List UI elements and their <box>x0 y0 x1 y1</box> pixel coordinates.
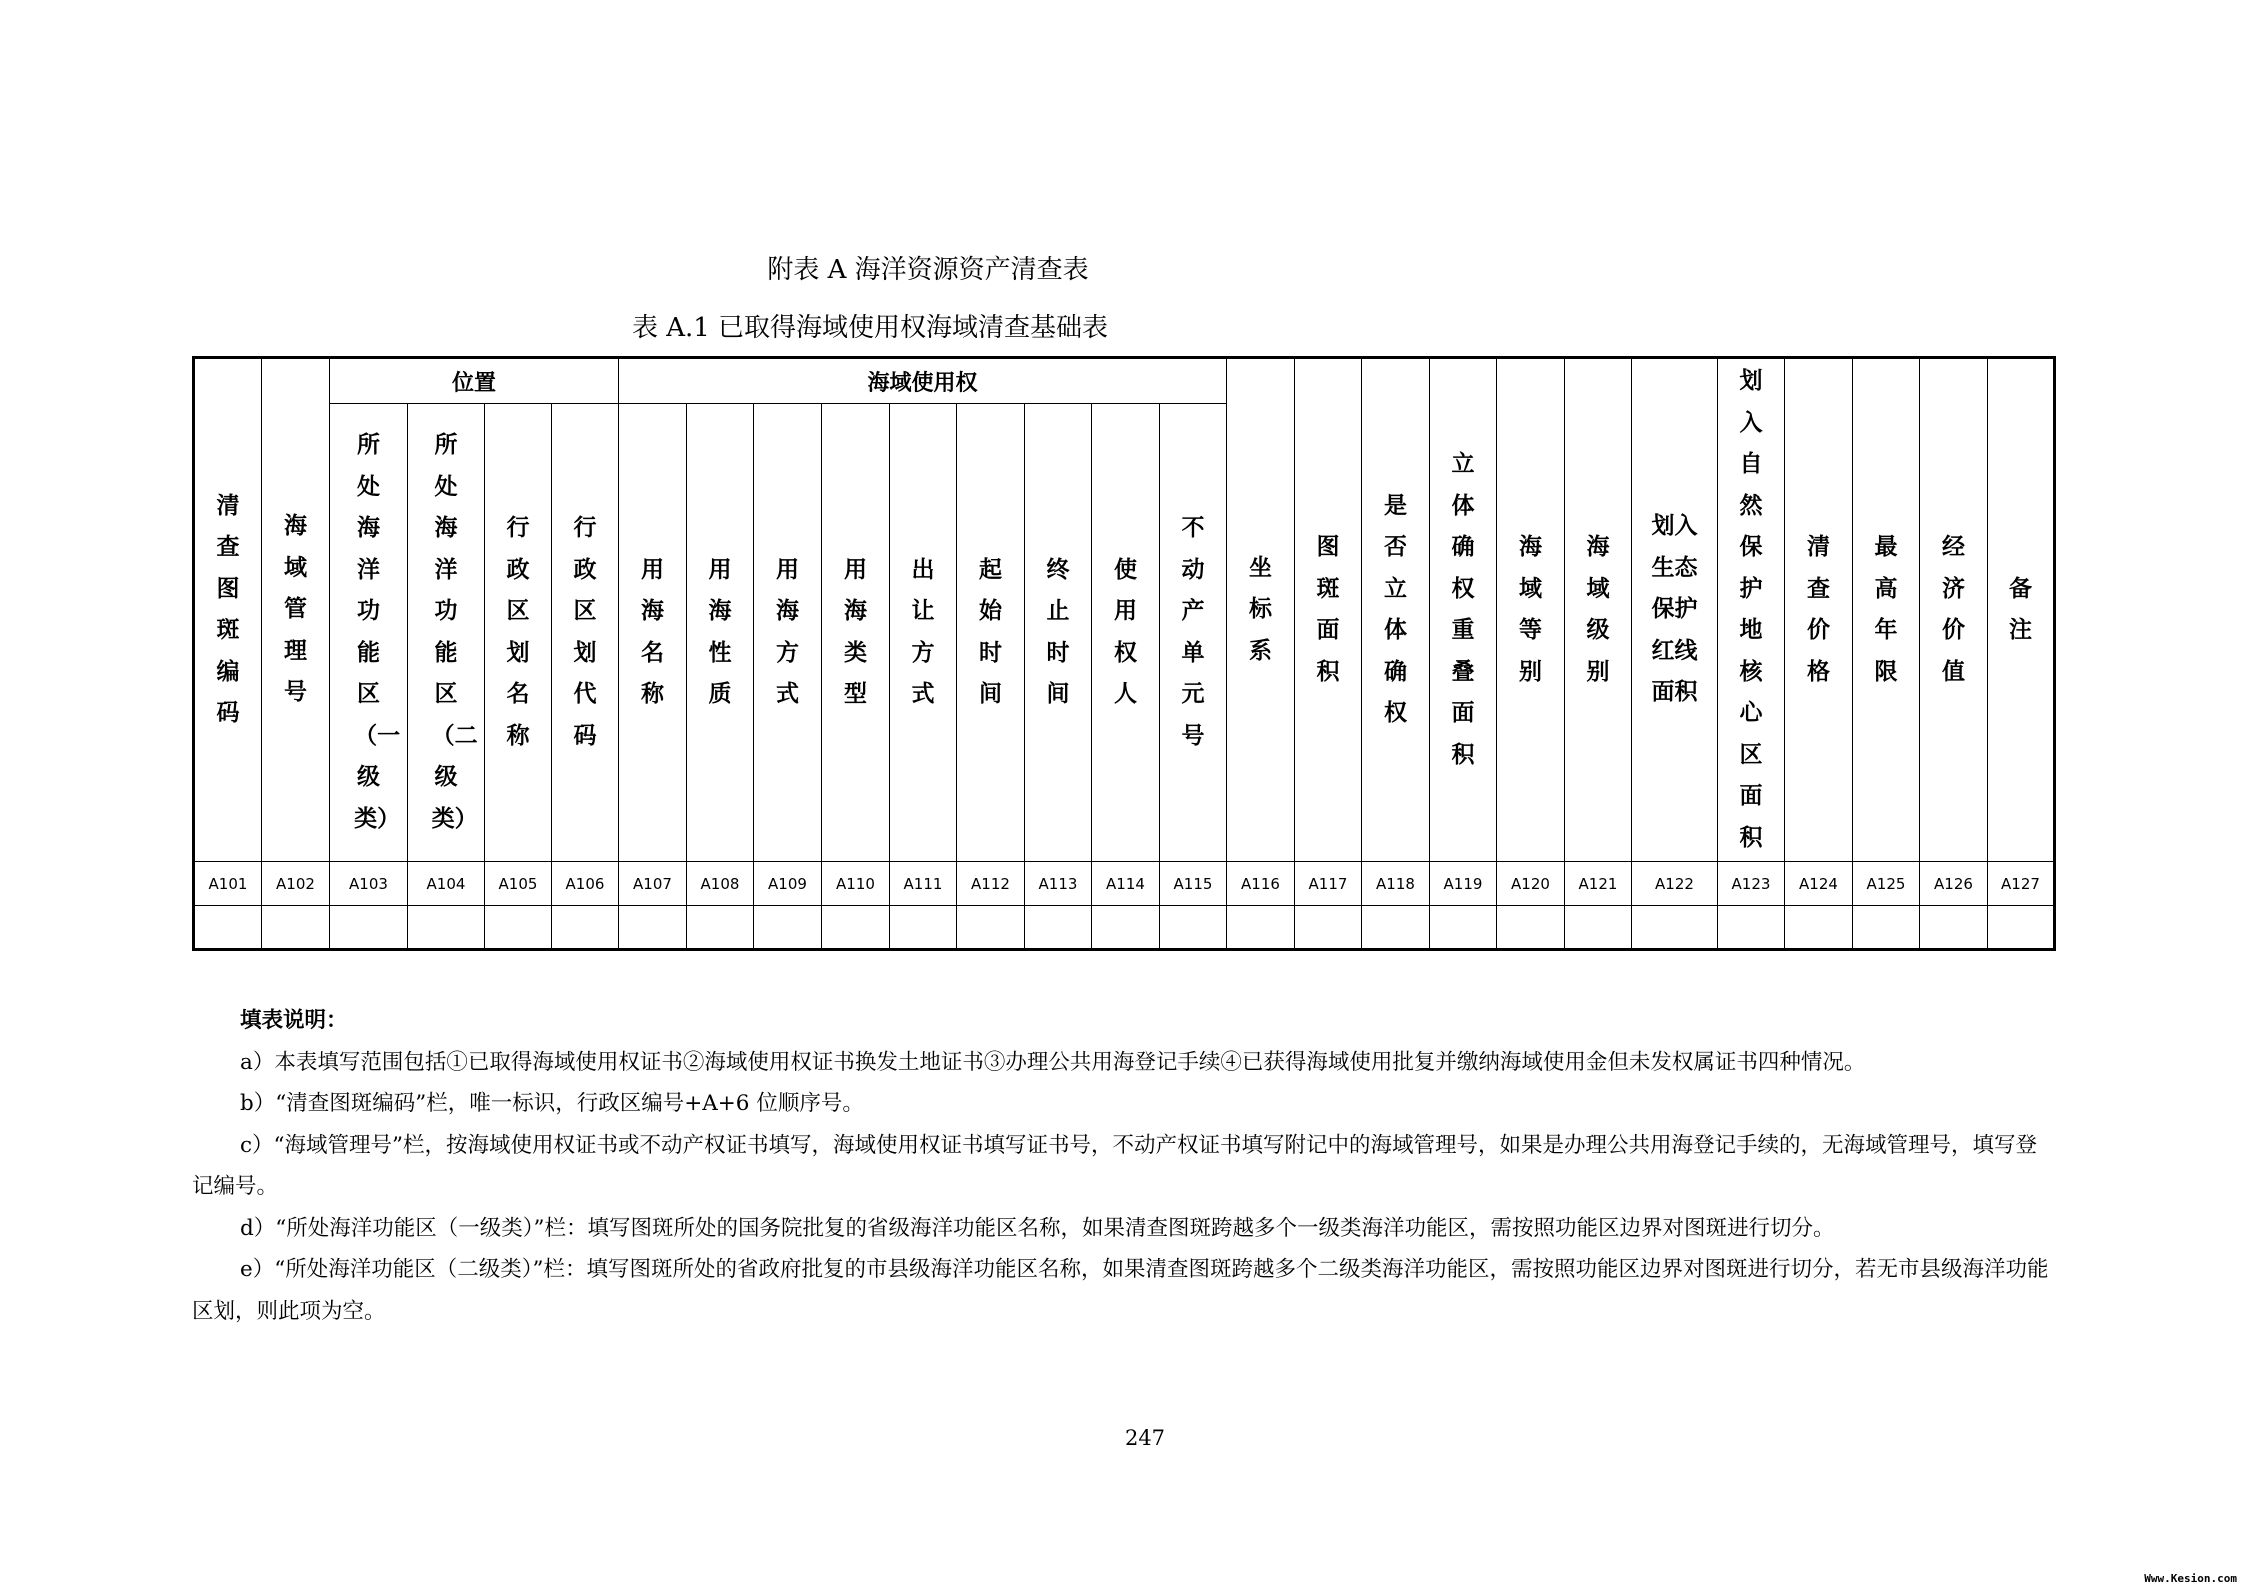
column-code: A105 <box>485 862 552 906</box>
column-code: A116 <box>1227 862 1295 906</box>
data-cell[interactable] <box>552 906 619 950</box>
column-header: 立体确权重叠面积 <box>1430 358 1497 862</box>
column-header: 图斑面积 <box>1295 358 1362 862</box>
column-code: A122 <box>1632 862 1718 906</box>
note-item: d）“所处海洋功能区（一级类）”栏：填写图斑所处的国务院批复的省级海洋功能区名称，如果清查图斑跨越多个一级类海洋功能区，需按照功能区边界对图斑进行切分。 <box>240 1215 1835 1241</box>
watermark-text: Www.Kesion.com <box>2144 1572 2237 1585</box>
group-header-location: 位置 <box>330 358 619 404</box>
data-cell[interactable] <box>1092 906 1160 950</box>
data-cell[interactable] <box>408 906 485 950</box>
page-number: 247 <box>1124 1426 1166 1450</box>
note-item: c）“海域管理号”栏，按海域使用权证书或不动产权证书填写，海域使用权证书填写证书号，不动产权证书填写附记中的海域管理号，如果是办理公共用海登记手续的，无海域管理号，填写登记编号。 <box>192 1132 2038 1199</box>
data-cell[interactable] <box>619 906 687 950</box>
data-cell[interactable] <box>485 906 552 950</box>
column-code: A104 <box>408 862 485 906</box>
note-item: a）本表填写范围包括①已取得海域使用权证书②海域使用权证书换发土地证书③办理公共用海登记手续④已获得海域使用批复并缴纳海域使用金但未发权属证书四种情况。 <box>240 1049 1866 1075</box>
header-row-groups <box>194 358 2055 404</box>
data-cell[interactable] <box>262 906 330 950</box>
group-header-sea-use-right: 海域使用权 <box>619 358 1227 404</box>
data-cell[interactable] <box>1497 906 1565 950</box>
column-header: 使用权人 <box>1092 404 1160 862</box>
column-code: A112 <box>957 862 1025 906</box>
column-code: A115 <box>1160 862 1227 906</box>
column-header: 用海名称 <box>619 404 687 862</box>
column-header: 划入生态保护红线面积 <box>1632 358 1718 862</box>
data-cell[interactable] <box>1025 906 1092 950</box>
column-header: 出让方式 <box>890 404 957 862</box>
column-header: 终止时间 <box>1025 404 1092 862</box>
data-cell[interactable] <box>1785 906 1853 950</box>
column-code: A114 <box>1092 862 1160 906</box>
column-header: 经济价值 <box>1920 358 1988 862</box>
data-cell[interactable] <box>1988 906 2055 950</box>
column-code: A125 <box>1853 862 1920 906</box>
column-header: 备注 <box>1988 358 2055 862</box>
column-code: A121 <box>1565 862 1632 906</box>
data-cell[interactable] <box>1632 906 1718 950</box>
column-header: 所处海洋功能区（二级类） <box>408 404 485 862</box>
column-code: A118 <box>1362 862 1430 906</box>
notes-heading: 填表说明： <box>240 1008 348 1033</box>
column-code: A124 <box>1785 862 1853 906</box>
data-cell[interactable] <box>822 906 890 950</box>
column-code: A102 <box>262 862 330 906</box>
column-header: 海域级别 <box>1565 358 1632 862</box>
data-cell[interactable] <box>687 906 754 950</box>
column-code: A119 <box>1430 862 1497 906</box>
data-cell[interactable] <box>1160 906 1227 950</box>
column-header: 行政区划名称 <box>485 404 552 862</box>
column-header: 用海方式 <box>754 404 822 862</box>
column-header: 坐标系 <box>1227 358 1295 862</box>
note-item: b）“清查图斑编码”栏，唯一标识，行政区编号+A+6 位顺序号。 <box>240 1091 864 1116</box>
blank-data-row <box>194 906 2055 950</box>
column-code: A126 <box>1920 862 1988 906</box>
column-header: 海域管理号 <box>262 358 330 862</box>
column-code: A103 <box>330 862 408 906</box>
data-cell[interactable] <box>1853 906 1920 950</box>
code-row <box>194 862 2055 906</box>
data-cell[interactable] <box>957 906 1025 950</box>
column-code: A117 <box>1295 862 1362 906</box>
column-code: A101 <box>194 862 262 906</box>
data-cell[interactable] <box>890 906 957 950</box>
appendix-title: 附表 A 海洋资源资产清查表 <box>767 255 1089 285</box>
column-code: A108 <box>687 862 754 906</box>
data-cell[interactable] <box>330 906 408 950</box>
column-header: 清查价格 <box>1785 358 1853 862</box>
column-header: 用海性质 <box>687 404 754 862</box>
data-cell[interactable] <box>1295 906 1362 950</box>
column-code: A123 <box>1718 862 1785 906</box>
data-cell[interactable] <box>194 906 262 950</box>
column-header: 所处海洋功能区（一级类） <box>330 404 408 862</box>
column-code: A113 <box>1025 862 1092 906</box>
column-header: 行政区划代码 <box>552 404 619 862</box>
data-cell[interactable] <box>1920 906 1988 950</box>
column-header: 最高年限 <box>1853 358 1920 862</box>
data-cell[interactable] <box>1227 906 1295 950</box>
column-code: A127 <box>1988 862 2055 906</box>
survey-table <box>192 356 2056 951</box>
data-cell[interactable] <box>1430 906 1497 950</box>
data-cell[interactable] <box>754 906 822 950</box>
data-cell[interactable] <box>1362 906 1430 950</box>
column-header: 海域等别 <box>1497 358 1565 862</box>
note-item: e）“所处海洋功能区（二级类）”栏：填写图斑所处的省政府批复的市县级海洋功能区名称，如果清查图斑跨越多个二级类海洋功能区，需按照功能区边界对图斑进行切分，若无市县级海洋功能区划，则此项为空。 <box>192 1257 2049 1324</box>
column-header: 用海类型 <box>822 404 890 862</box>
data-cell[interactable] <box>1565 906 1632 950</box>
column-header: 清查图斑编码 <box>194 358 262 862</box>
filling-instructions <box>192 1000 2054 1332</box>
column-header: 起始时间 <box>957 404 1025 862</box>
data-cell[interactable] <box>1718 906 1785 950</box>
column-code: A107 <box>619 862 687 906</box>
column-header: 划入自然保护地核心区面积 <box>1718 358 1785 862</box>
table-title: 表 A.1 已取得海域使用权海域清查基础表 <box>631 313 1109 343</box>
column-code: A109 <box>754 862 822 906</box>
column-code: A106 <box>552 862 619 906</box>
column-code: A111 <box>890 862 957 906</box>
column-header: 不动产单元号 <box>1160 404 1227 862</box>
column-header: 是否立体确权 <box>1362 358 1430 862</box>
column-code: A120 <box>1497 862 1565 906</box>
column-code: A110 <box>822 862 890 906</box>
